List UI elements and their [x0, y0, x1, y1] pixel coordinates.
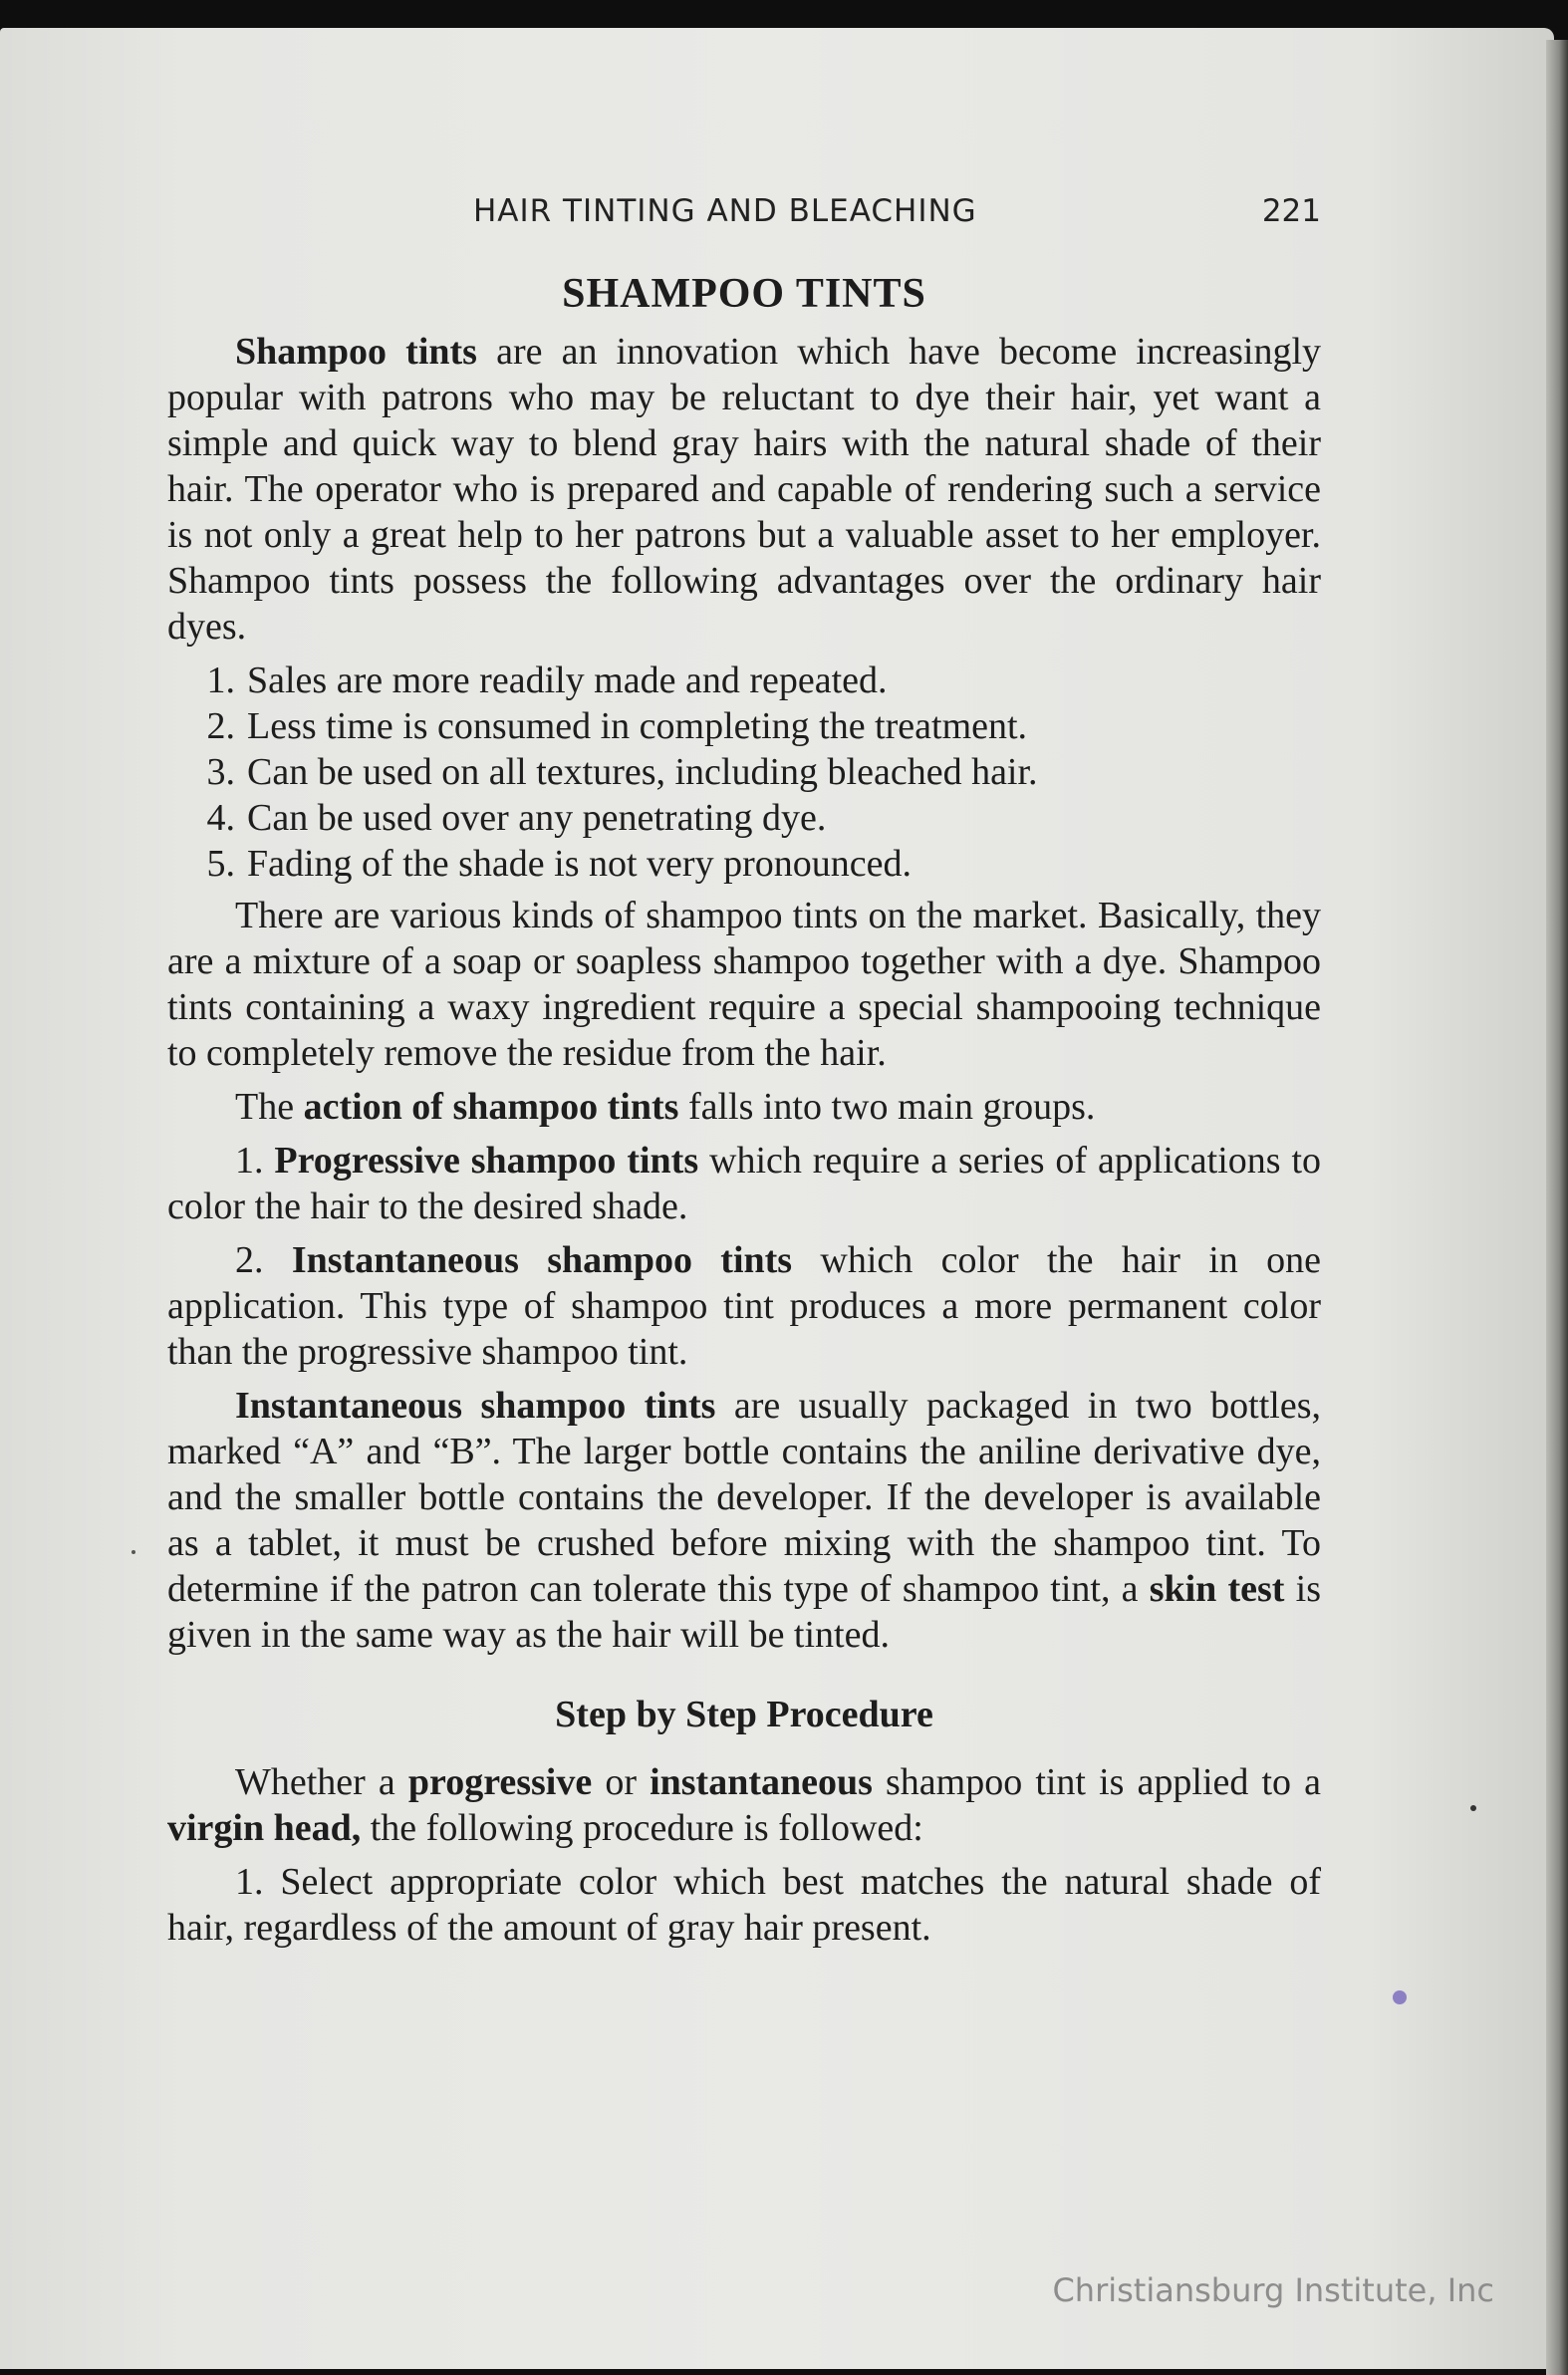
- intro-paragraph: [167, 329, 1321, 650]
- procedure-text: or: [592, 1761, 651, 1803]
- watermark: Christiansburg Institute, Inc: [1052, 2271, 1494, 2309]
- action-paragraph: [167, 1084, 1321, 1130]
- page-content: [167, 271, 1321, 1959]
- group-number: 1.: [235, 1140, 275, 1182]
- group-term: Progressive shampoo tints: [274, 1140, 699, 1182]
- list-item: [167, 795, 1321, 841]
- list-number: 4.: [206, 797, 235, 839]
- instantaneous-text: are usually packaged in two bottles, marked “A” and “B”. The larger bottle contains the aniline derivative dye, and the smaller bottle contains the developer. If the developer is available as a tablet, it must be crushed before mixing with the shampoo tint. To determine if the patron can tolerate this type of shampoo tint, a: [167, 1385, 1321, 1610]
- intro-term: Shampoo tints: [235, 331, 477, 373]
- page-header: [169, 189, 1321, 239]
- procedure-text: Whether a: [235, 1761, 408, 1803]
- procedure-text: shampoo tint is applied to a: [872, 1761, 1321, 1803]
- list-text: Fading of the shade is not very pronounced.: [247, 843, 912, 885]
- ink-speck: [1393, 1990, 1407, 2004]
- procedure-step-1: 1. Select appropriate color which best matches the natural shade of hair, regardless of the amount of gray hair present.: [167, 1861, 1321, 1949]
- group-instantaneous: [167, 1237, 1321, 1375]
- procedure-text: the following procedure is followed:: [361, 1807, 923, 1849]
- list-number: 5.: [206, 843, 235, 885]
- list-text: Can be used over any penetrating dye.: [247, 797, 827, 839]
- page-edge: [1546, 40, 1568, 2375]
- list-text: Can be used on all textures, including bleached hair.: [247, 751, 1038, 793]
- list-number: 2.: [206, 705, 235, 747]
- skin-test-term: skin test: [1149, 1568, 1285, 1610]
- list-number: 3.: [206, 751, 235, 793]
- group-text: which require a series of applications to color the hair to the desired shade.: [167, 1140, 1322, 1227]
- ink-speck: [131, 1550, 135, 1554]
- action-post: falls into two main groups.: [678, 1086, 1096, 1128]
- instantaneous-term: Instantaneous shampoo tints: [235, 1385, 716, 1427]
- procedure-term: progressive: [407, 1761, 593, 1803]
- list-text: Sales are more readily made and repeated.: [247, 660, 888, 701]
- group-number: 2.: [235, 1239, 292, 1281]
- ink-speck: [1470, 1805, 1476, 1811]
- list-number: 1.: [206, 660, 235, 701]
- list-item: [167, 841, 1321, 887]
- intro-text: are an innovation which have become increasingly popular with patrons who may be reluctant to dye their hair, yet want a simple and quick way to blend gray hairs with the natural shade of their hair. The operator who is prepared and capable of rendering such a service is not only a great help to her patrons but a valuable asset to her employer. Shampoo tints possess the following advantages over the ordinary hair dyes.: [167, 331, 1322, 648]
- list-item: [167, 749, 1321, 795]
- advantages-list: [167, 658, 1321, 887]
- section-title: SHAMPOO TINTS: [562, 271, 926, 317]
- kinds-paragraph: There are various kinds of shampoo tints on the market. Basically, they are a mixture of a soap or soapless shampoo together with a dye. Shampoo tints containing a waxy ingredient require a special shampooing technique to completely remove the residue from the hair.: [167, 895, 1321, 1074]
- group-text: which color the hair in one application. This type of shampoo tint produces a more permanent color than the progressive shampoo tint.: [167, 1239, 1321, 1373]
- list-item: [167, 703, 1321, 749]
- procedure-intro: [167, 1759, 1321, 1851]
- action-pre: The: [235, 1086, 304, 1128]
- group-progressive: [167, 1138, 1321, 1229]
- group-term: Instantaneous shampoo tints: [291, 1239, 793, 1281]
- instantaneous-paragraph: [167, 1383, 1321, 1658]
- action-term: action of shampoo tints: [303, 1086, 679, 1128]
- list-item: [167, 658, 1321, 703]
- procedure-title: Step by Step Procedure: [555, 1694, 933, 1735]
- instantaneous-text-end: is given in the same way as the hair will be tinted.: [167, 1568, 1321, 1656]
- procedure-term: virgin head,: [167, 1807, 362, 1849]
- page-number: 221: [1261, 193, 1321, 229]
- list-text: Less time is consumed in completing the treatment.: [247, 705, 1028, 747]
- procedure-term: instantaneous: [650, 1761, 873, 1803]
- running-title: HAIR TINTING AND BLEACHING: [473, 193, 977, 229]
